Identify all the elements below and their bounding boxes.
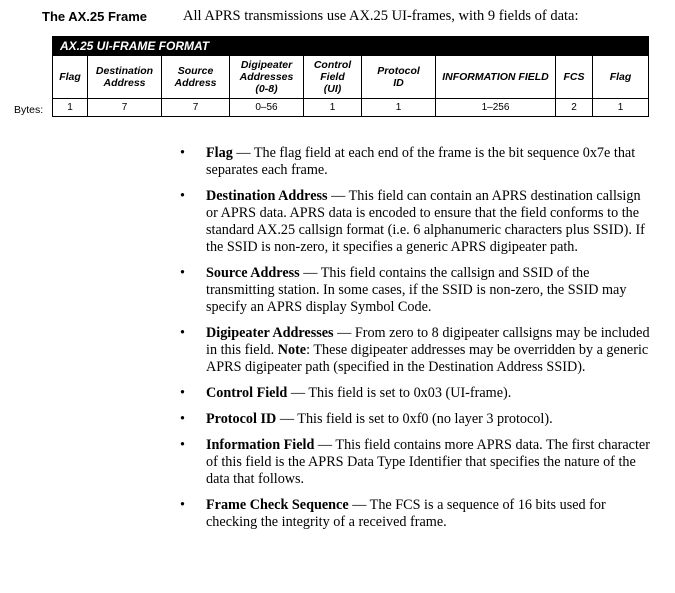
field-term: Flag (206, 145, 233, 161)
byte-count-cell: 0–56 (230, 99, 304, 117)
column-header-line: Flag (609, 71, 632, 83)
bullet-icon: • (180, 265, 185, 281)
bullet-icon: • (180, 188, 185, 204)
field-description: — This field can contain an APRS destination callsign or APRS data. APRS data is encoded to ensure that the field conforms to the standard AX.25 callsign format (i.e. 6 alphanumeric characters plus SSID). If the SSID is non-zero, it specifies a generic APRS digipeater path. (206, 188, 645, 255)
section-heading: The AX.25 Frame (42, 9, 148, 24)
bullet-icon: • (180, 437, 185, 453)
field-term: Control Field (206, 385, 288, 401)
column-header-line: FCS (563, 71, 585, 83)
column-header-line: Digipeater (240, 59, 293, 71)
column-header-line: (0-8) (255, 83, 278, 95)
column-header-line: Address (174, 77, 217, 89)
column-header (593, 56, 649, 99)
list-item (180, 188, 650, 256)
list-item (180, 145, 650, 179)
bytes-label: Bytes: (14, 104, 44, 116)
field-description: — This field is set to 0x03 (UI-frame). (287, 385, 512, 401)
note-text: : These digipeater addresses may be overridden by a generic APRS digipeater path (specified in the Destination Address SSID). (206, 342, 649, 375)
field-term: Frame Check Sequence (206, 497, 349, 513)
column-header-line: Control (313, 59, 352, 71)
byte-count-cell: 7 (162, 99, 230, 117)
column-header (556, 56, 593, 99)
field-term: Protocol ID (206, 411, 277, 427)
field-description: — This field contains the callsign and SSID of the transmitting station. In some cases, if the SSID is non-zero, the SSID may specify an APRS display Symbol Code. (206, 265, 627, 315)
byte-count-cell: 1 (362, 99, 436, 117)
byte-count-cell: 1 (304, 99, 362, 117)
column-header (162, 56, 230, 99)
column-header (304, 56, 362, 99)
column-header (436, 56, 556, 99)
ax25-frame-table (52, 36, 649, 117)
field-term: Information Field (206, 437, 315, 453)
column-header-line: Address (103, 77, 146, 89)
column-header-line: (UI) (323, 83, 342, 95)
column-header-line: Source (177, 65, 214, 77)
list-item (180, 437, 650, 488)
byte-count-cell: 1–256 (436, 99, 556, 117)
column-header (230, 56, 304, 99)
column-header-line: ID (393, 77, 404, 89)
byte-count-cell: 7 (88, 99, 162, 117)
list-item (180, 325, 650, 376)
column-header-line: Field (320, 71, 345, 83)
column-header (88, 56, 162, 99)
byte-count-cell: 1 (593, 99, 649, 117)
column-header-line: Destination (95, 65, 154, 77)
bullet-icon: • (180, 497, 185, 513)
header-row (53, 56, 649, 99)
note-label: Note (277, 342, 307, 358)
field-description: — From zero to 8 digipeater callsigns may be included in this field. (206, 325, 650, 358)
column-header-line: Protocol (377, 65, 420, 77)
bytes-row (53, 99, 649, 117)
column-header (53, 56, 88, 99)
field-description: — The FCS is a sequence of 16 bits used for checking the integrity of a received frame. (206, 497, 606, 530)
column-header (362, 56, 436, 99)
table-title: AX.25 UI-FRAME FORMAT (53, 37, 649, 56)
field-term: Source Address (206, 265, 300, 281)
field-term: Destination Address (206, 188, 328, 204)
list-item (180, 265, 650, 316)
list-item (180, 411, 650, 428)
field-description-list (180, 145, 650, 540)
column-header-line: Flag (59, 71, 81, 83)
column-header-line: INFORMATION FIELD (442, 71, 549, 83)
list-item (180, 497, 650, 531)
field-description: — This field is set to 0xf0 (no layer 3 protocol). (276, 411, 553, 427)
field-description: — This field contains more APRS data. The first character of this field is the APRS Data Type Identifier that specifies the nature of the data that follows. (206, 437, 650, 487)
byte-count-cell: 2 (556, 99, 593, 117)
intro-text: All APRS transmissions use AX.25 UI-frames, with 9 fields of data: (183, 8, 579, 24)
bullet-icon: • (180, 385, 185, 401)
bullet-icon: • (180, 411, 185, 427)
byte-count-cell: 1 (53, 99, 88, 117)
field-description: — The flag field at each end of the frame is the bit sequence 0x7e that separates each frame. (206, 145, 636, 178)
bullet-icon: • (180, 325, 185, 341)
field-term: Digipeater Addresses (206, 325, 334, 341)
column-header-line: Addresses (239, 71, 294, 83)
bullet-icon: • (180, 145, 185, 161)
list-item (180, 385, 650, 402)
